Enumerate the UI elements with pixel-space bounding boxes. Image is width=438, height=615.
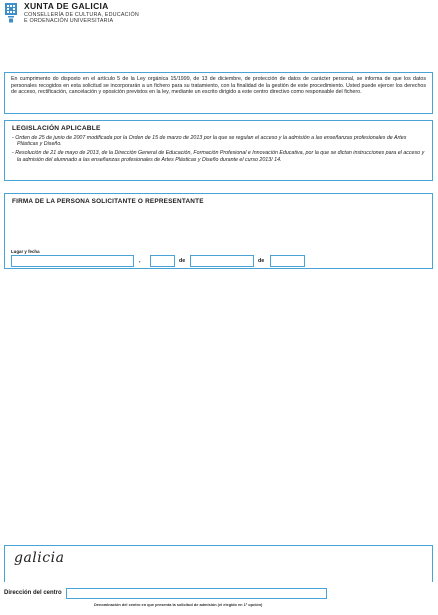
place-date-label: Lugar y fecha <box>11 249 40 254</box>
director-label: Dirección del centro <box>4 590 62 596</box>
legislation-item: - Resolución de 21 de mayo de 2013, de la Dirección General de Educación, Formación Profesional e Innovación Educativa, por la que se dictan instrucciones para el acceso y la admisión del alumnado a las enseñanzas profesionales de Artes Plásticas y Diseño durante el curso 2013/ 14. <box>12 150 425 163</box>
month-input[interactable] <box>190 255 254 267</box>
brand-name: XUNTA DE GALICIA <box>24 1 109 11</box>
day-input[interactable] <box>150 255 175 267</box>
legislation-item: - Orden de 25 de junio de 2007 modificada por la Orden de 15 de marzo de 2013 por la que se regulan el acceso y la admisión a las enseñanzas profesionales de Artes Plásticas y Diseño. <box>12 135 407 148</box>
legislation-title: LEGISLACIÓN APLICABLE <box>12 125 101 132</box>
director-input[interactable] <box>66 588 327 599</box>
place-input[interactable] <box>11 255 134 267</box>
signature-title: FIRMA DE LA PERSONA SOLICITANTE O REPRESENTANTE <box>12 198 204 205</box>
department-name <box>24 12 139 25</box>
privacy-notice-box <box>4 72 433 114</box>
department-line-1: CONSELLERÍA DE CULTURA, EDUCACIÓN <box>24 12 139 18</box>
legislation-list <box>12 135 425 163</box>
comma-separator: , <box>139 258 141 264</box>
galicia-logo: galicia <box>14 550 65 566</box>
xunta-shield-logo <box>4 2 18 24</box>
department-line-2: E ORDENACIÓN UNIVERSITARIA <box>24 18 114 25</box>
year-input[interactable] <box>270 255 305 267</box>
de-separator-1: de <box>179 258 186 264</box>
director-note: Denominación del centro en que presenta la solicitud de admisión (el elegido en 1ª opción) <box>94 602 263 607</box>
privacy-notice-text: En cumprimento do disposto en el artículo 5 de la Ley orgánica 15/1999, de 13 de diciembre, de protección de datos de carácter personal, se informa de que los datos personales recogidos en esta solicitud se incorporarán a un fichero para su tratamiento, con la finalidad de la gestión de este procedimiento. Usted puede ejercer los derechos de acceso, rectificación, cancelación y oposición previstos en la ley, mediante un escrito dirigido a este centro directivo como responsable del fichero. <box>11 76 426 96</box>
legislation-box <box>4 120 433 181</box>
de-separator-2: de <box>258 258 265 264</box>
footer-box <box>4 545 433 582</box>
